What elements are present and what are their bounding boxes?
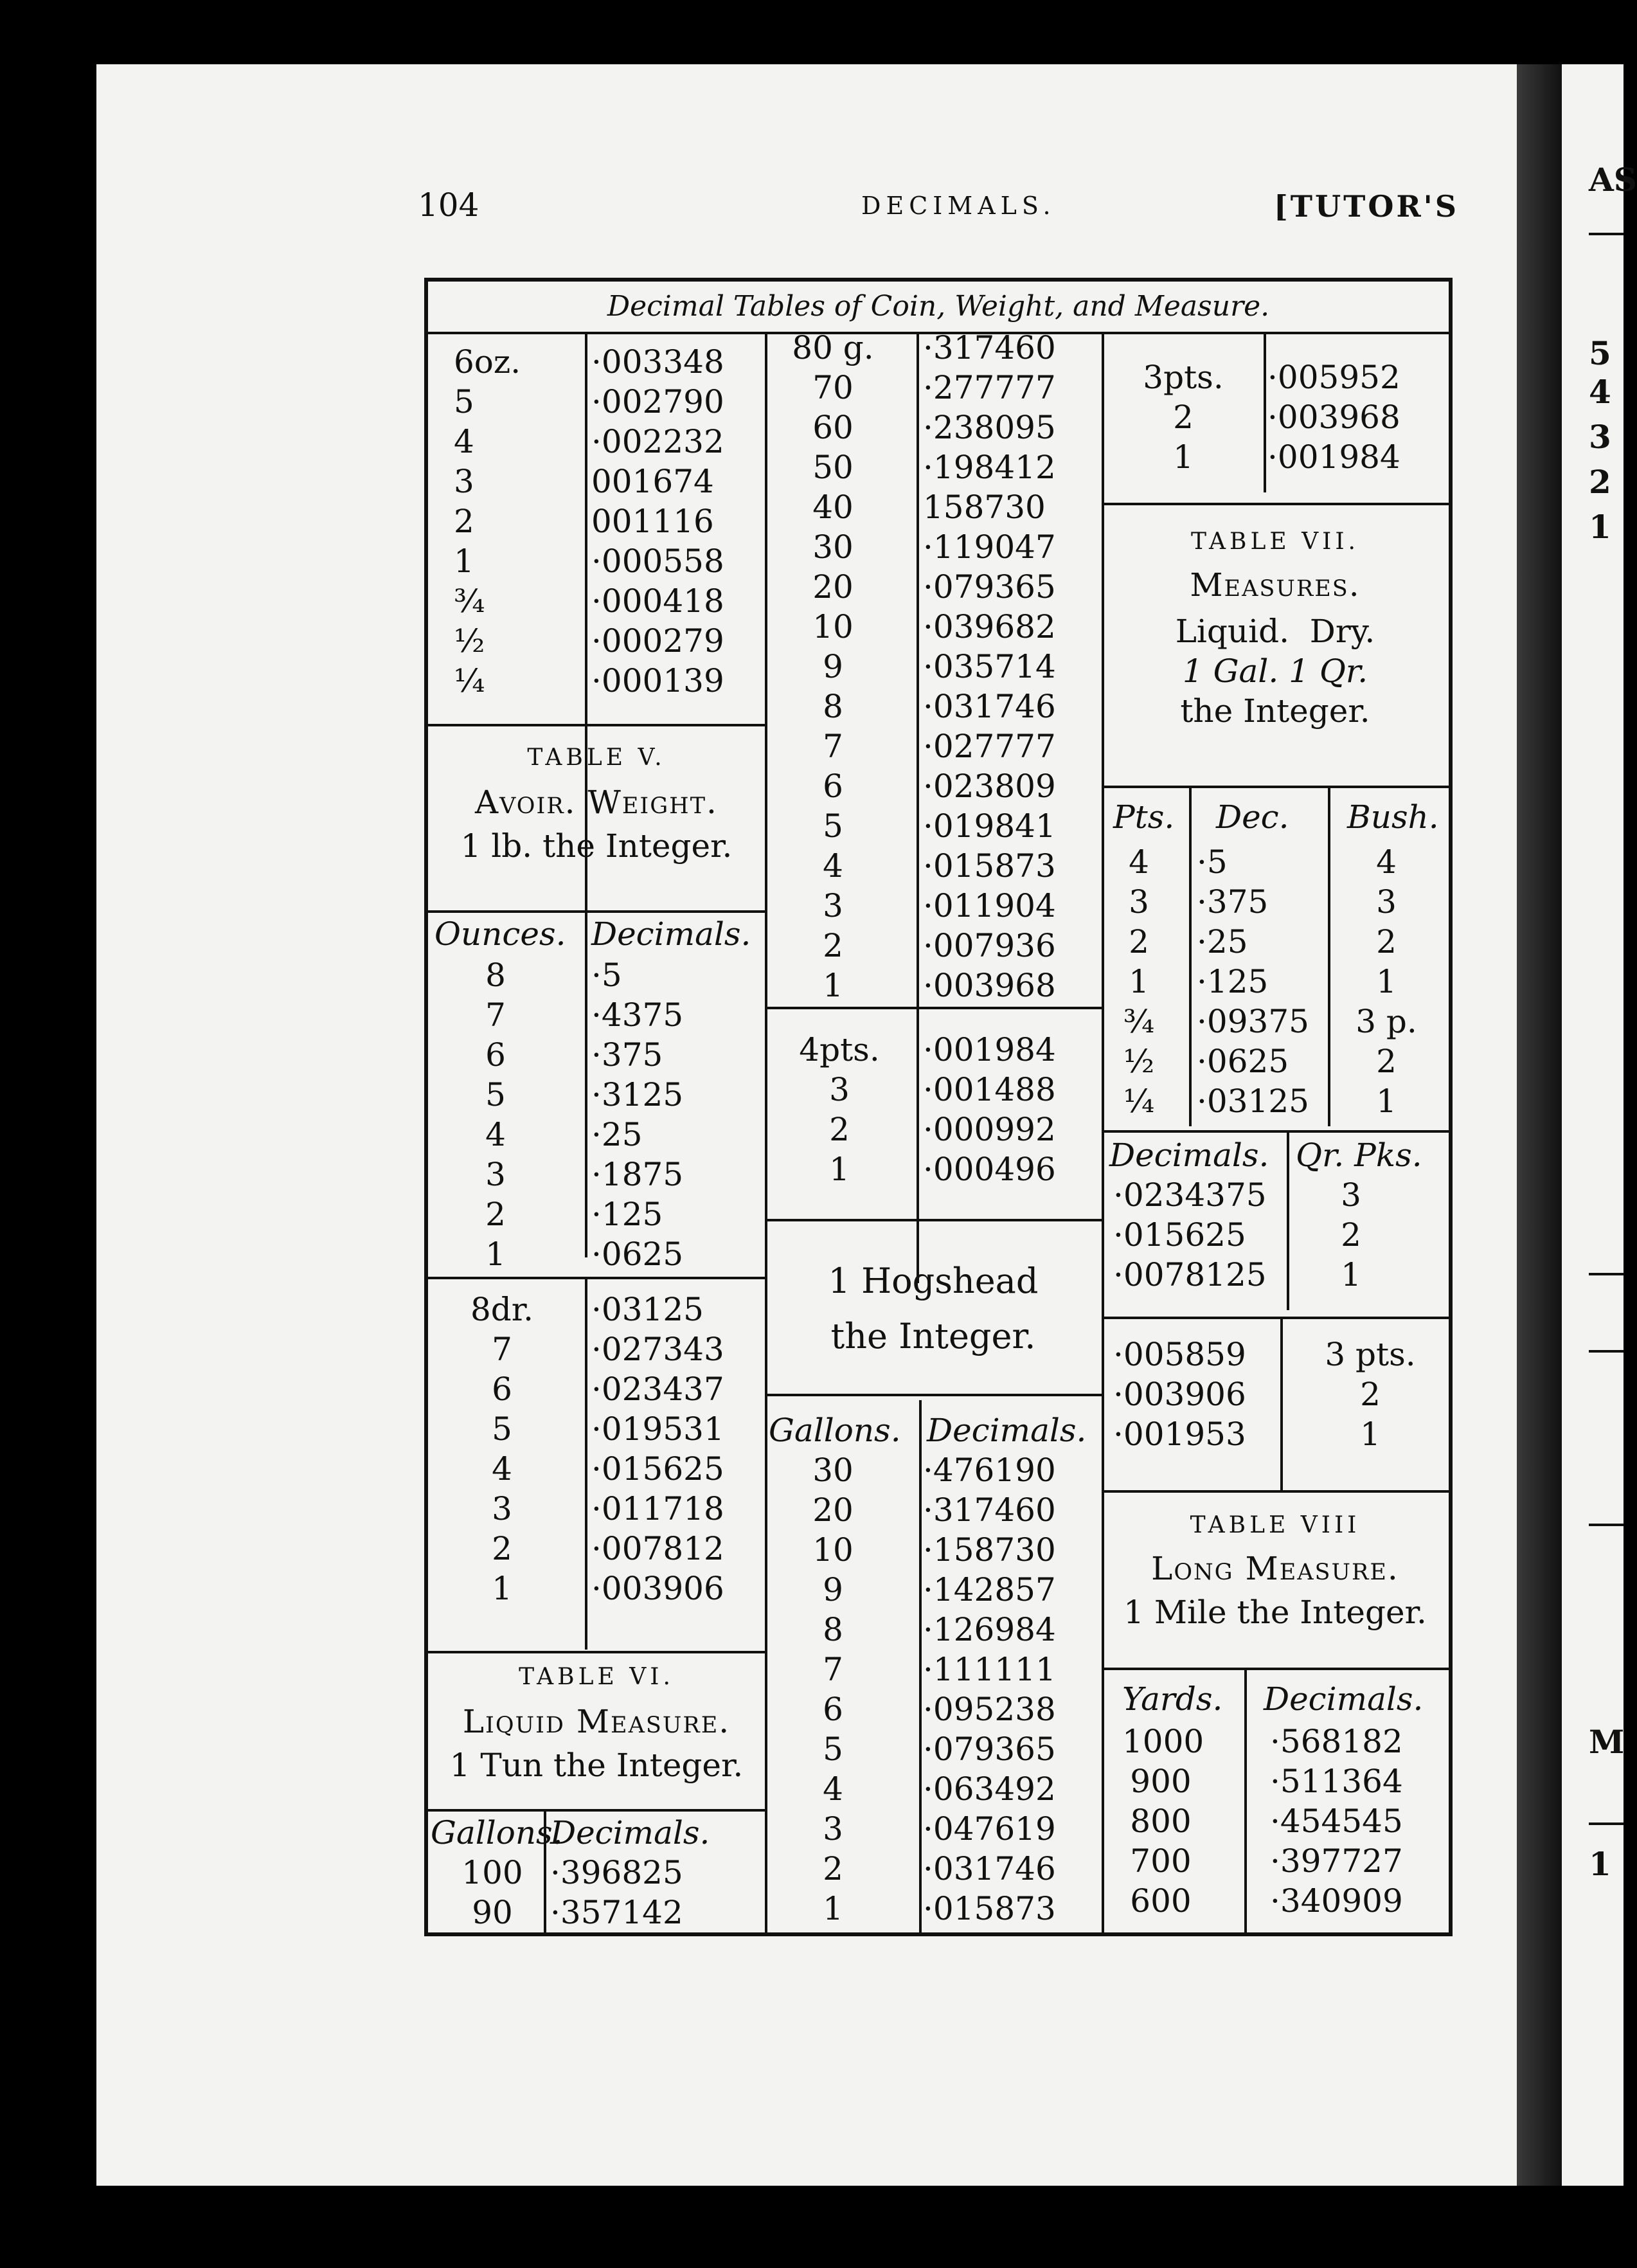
decimals-header: Decimals. <box>1109 1137 1269 1174</box>
table-cell: 7 <box>823 728 843 765</box>
running-head-right: [TUTOR'S <box>1274 189 1459 224</box>
table-cell: ·000992 <box>923 1111 1056 1148</box>
table-cell: ·005952 <box>1267 359 1400 396</box>
table-cell: 3 <box>829 1071 850 1108</box>
table-cell: 3 <box>823 1810 843 1848</box>
table-cell: ·198412 <box>923 449 1056 486</box>
table-cell: ·047619 <box>923 1810 1056 1848</box>
table-cell: 8dr. <box>470 1291 534 1328</box>
rule <box>428 1277 765 1279</box>
facing-page-fragment: 3 <box>1589 418 1611 456</box>
table-cell: ·238095 <box>923 409 1056 446</box>
table-cell: ·158730 <box>923 1531 1056 1569</box>
table-cell: 3 <box>1341 1176 1361 1214</box>
table5-subtitle: Avoir. Weight. <box>475 784 718 821</box>
rule <box>1102 1317 1449 1319</box>
yards-header: Yards. <box>1122 1680 1223 1718</box>
table-cell: 3 <box>1129 883 1149 921</box>
table-cell: ·019531 <box>591 1410 724 1448</box>
table-cell: ·023809 <box>923 768 1056 805</box>
inner-divider <box>1280 1317 1283 1490</box>
table-cell: 10 <box>812 608 854 645</box>
table-cell: ·454545 <box>1270 1803 1403 1840</box>
page-number: 104 <box>418 186 479 224</box>
table-cell: 90 <box>472 1894 513 1931</box>
facing-page-fragment: 5 <box>1589 334 1611 372</box>
table-cell: 1 <box>1376 963 1397 1000</box>
table-cell: ·4375 <box>591 996 684 1034</box>
pts-header: Pts. <box>1113 798 1175 836</box>
table-cell: 1000 <box>1122 1723 1204 1760</box>
table-cell: 8 <box>485 957 506 994</box>
table-cell: 6 <box>485 1036 506 1074</box>
table-cell: ·015873 <box>923 1890 1056 1927</box>
table-cell: ·019841 <box>923 807 1056 845</box>
table-cell: 6 <box>823 1691 843 1728</box>
table-cell: 6 <box>492 1371 512 1408</box>
rule <box>765 1219 1102 1221</box>
facing-page-fragment: M <box>1589 1723 1625 1761</box>
table-cell: ·397727 <box>1270 1842 1403 1880</box>
table-cell: ·0234375 <box>1113 1176 1267 1214</box>
table-cell: ·002790 <box>591 383 724 420</box>
rule <box>428 1809 765 1812</box>
table-cell: 4 <box>823 847 843 885</box>
table-cell: ·568182 <box>1270 1723 1403 1760</box>
table-cell: 2 <box>829 1111 850 1148</box>
table-cell: 2 <box>1376 1043 1397 1080</box>
table-cell: 20 <box>812 568 854 606</box>
table-cell: ·1875 <box>591 1156 684 1193</box>
table6-integer: 1 Tun the Integer. <box>449 1747 744 1784</box>
facing-page-rule <box>1589 1524 1624 1526</box>
rule <box>765 1394 1102 1396</box>
table-cell: ·3125 <box>591 1076 684 1113</box>
table-cell: ·03125 <box>591 1291 704 1328</box>
table-cell: 50 <box>812 449 854 486</box>
table-cell: ·5 <box>1197 843 1228 881</box>
inner-divider <box>919 1400 922 1932</box>
table-cell: ·000139 <box>591 662 724 699</box>
table-cell: ·001984 <box>923 1031 1056 1068</box>
table-cell: ·002232 <box>591 423 724 460</box>
table-cell: ·011718 <box>591 1490 724 1527</box>
inner-divider <box>1264 332 1266 492</box>
table-cell: ·03125 <box>1197 1083 1309 1120</box>
table-cell: 1 <box>492 1570 512 1607</box>
table-cell: ¼ <box>454 662 485 699</box>
table-cell: ¼ <box>1123 1083 1155 1120</box>
table-cell: ·125 <box>591 1196 663 1233</box>
table-cell: ·375 <box>591 1036 663 1074</box>
table-cell: ·5 <box>591 957 622 994</box>
table-cell: ·003906 <box>1113 1376 1246 1413</box>
table8-subtitle: Long Measure. <box>1151 1550 1399 1587</box>
table-cell: 1 <box>823 1890 843 1927</box>
table5-caption <box>428 744 765 865</box>
table-cell: 4 <box>454 423 474 460</box>
table-cell: 2 <box>1360 1376 1381 1413</box>
table-cell: ·039682 <box>923 608 1056 645</box>
table-cell: ·001488 <box>923 1071 1056 1108</box>
decimals-header: Decimals. <box>591 915 751 953</box>
table-cell: 5 <box>454 383 474 420</box>
table-cell: 1 <box>1376 1083 1397 1120</box>
table5-integer: 1 lb. the Integer. <box>460 827 733 865</box>
table-cell: ·001953 <box>1113 1416 1246 1453</box>
table-cell: ·357142 <box>550 1894 683 1931</box>
table-cell: ·119047 <box>923 528 1056 566</box>
table-cell: ·000418 <box>591 582 724 620</box>
table-cell: 158730 <box>923 489 1046 526</box>
decimals-header: Decimals. <box>550 1814 710 1851</box>
table-cell: 3pts. <box>1143 359 1224 396</box>
table-cell: 30 <box>812 528 854 566</box>
table-cell: 2 <box>823 927 843 964</box>
table-cell: ·001984 <box>1267 438 1400 476</box>
inner-divider <box>544 1809 546 1932</box>
gallons-header: Gallons. <box>431 1814 563 1851</box>
table-cell: ·031746 <box>923 688 1056 725</box>
inner-divider <box>585 1277 587 1650</box>
table-cell: 3 pts. <box>1325 1336 1416 1373</box>
inner-divider <box>917 332 919 1283</box>
facing-page-rule <box>1589 1350 1624 1353</box>
table-cell: 40 <box>812 489 854 526</box>
facing-page-fragment: 4 <box>1589 373 1611 411</box>
table-cell: 5 <box>485 1076 506 1113</box>
table-cell: ·125 <box>1197 963 1269 1000</box>
table-cell: ·000558 <box>591 543 724 580</box>
table-cell: 70 <box>812 369 854 406</box>
table-cell: 001116 <box>591 503 714 540</box>
rule <box>1102 1668 1449 1670</box>
rule <box>1102 1490 1449 1493</box>
table-cell: 9 <box>823 648 843 685</box>
inner-divider <box>1189 786 1192 1126</box>
hogshead-caption: 1 Hogshead the Integer. <box>828 1261 1039 1356</box>
table-cell: ·035714 <box>923 648 1056 685</box>
running-title: DECIMALS. <box>861 192 1056 220</box>
table-cell: 2 <box>454 503 474 540</box>
table-cell: 800 <box>1130 1803 1192 1840</box>
table-cell: 3 <box>823 887 843 924</box>
facing-page-rule <box>1589 233 1624 235</box>
table-cell: ·003906 <box>591 1570 724 1607</box>
table-cell: ·003968 <box>923 967 1056 1004</box>
table-cell: 1 <box>823 967 843 1004</box>
table8-title: TABLE VIII <box>1190 1512 1361 1538</box>
table-cell: 5 <box>823 1731 843 1768</box>
inner-divider <box>585 332 587 1000</box>
table-cell: 3 p. <box>1355 1003 1417 1040</box>
table-cell: 1 <box>454 543 474 580</box>
rule <box>1102 786 1449 788</box>
table-cell: 3 <box>454 463 474 500</box>
table-cell: 4 <box>1376 843 1397 881</box>
rule <box>428 724 765 726</box>
table-cell: ·0078125 <box>1113 1256 1267 1293</box>
table-cell: 6 <box>823 768 843 805</box>
running-head <box>418 186 1459 238</box>
gallons-header: Gallons. <box>769 1412 901 1449</box>
table-cell: ·375 <box>1197 883 1269 921</box>
book-spine <box>1517 64 1562 2186</box>
table-cell: 8 <box>823 688 843 725</box>
table-cell: ·095238 <box>923 1691 1056 1728</box>
table-cell: ·003968 <box>1267 399 1400 436</box>
facing-page-fragment: 2 <box>1589 463 1611 501</box>
table-cell: ·007812 <box>591 1530 724 1567</box>
table-cell: ·396825 <box>550 1854 683 1891</box>
table-cell: ·063492 <box>923 1770 1056 1808</box>
table-cell: ·000496 <box>923 1151 1056 1188</box>
table-cell: 60 <box>812 409 854 446</box>
dec-header: Dec. <box>1216 798 1289 836</box>
table-cell: 1 <box>1360 1416 1381 1453</box>
table7-line2: 1 Gal. 1 Qr. <box>1182 652 1368 690</box>
table-cell: 2 <box>1129 923 1149 960</box>
table-cell: ·511364 <box>1270 1763 1403 1800</box>
table-cell: ¾ <box>454 582 485 620</box>
table-cell: 2 <box>1341 1216 1361 1254</box>
table6-title: TABLE VI. <box>519 1664 674 1690</box>
table5-title: TABLE V. <box>527 744 666 771</box>
table-cell: ·015873 <box>923 847 1056 885</box>
table8-caption <box>1102 1512 1449 1631</box>
table-cell: 700 <box>1130 1842 1192 1880</box>
qr-pks-header: Qr. Pks. <box>1296 1137 1422 1174</box>
table-cell: ·015625 <box>1113 1216 1246 1254</box>
table7-line3: the Integer. <box>1180 692 1370 730</box>
table-cell: 100 <box>461 1854 523 1891</box>
table-cell: 2 <box>1173 399 1194 436</box>
table-cell: 4 <box>492 1450 512 1488</box>
rule <box>1102 1130 1449 1133</box>
table-cell: ·000279 <box>591 622 724 660</box>
inner-divider <box>585 910 587 1257</box>
table7-line1: Liquid. Dry. <box>1175 613 1375 650</box>
table-cell: ·126984 <box>923 1611 1056 1648</box>
table6-caption <box>428 1664 765 1784</box>
facing-page-fragment: AS <box>1589 161 1637 199</box>
facing-page-fragment: 1 <box>1589 508 1611 546</box>
table-cell: 2 <box>492 1530 512 1567</box>
table8-integer: 1 Mile the Integer. <box>1123 1594 1427 1631</box>
decimals-header: Decimals. <box>1264 1680 1424 1718</box>
table-cell: ·027777 <box>923 728 1056 765</box>
table-cell: ·031746 <box>923 1850 1056 1887</box>
column-divider <box>765 332 767 1932</box>
table-cell: 6oz. <box>454 343 521 381</box>
table-cell: 20 <box>812 1491 854 1529</box>
inner-divider <box>1244 1668 1247 1932</box>
table-cell: 2 <box>823 1850 843 1887</box>
table-cell: ·476190 <box>923 1452 1056 1489</box>
table-cell: ·25 <box>1197 923 1248 960</box>
rule <box>428 1651 765 1653</box>
table-cell: ·142857 <box>923 1571 1056 1608</box>
table-cell: 2 <box>1376 923 1397 960</box>
table7-caption <box>1102 528 1449 730</box>
facing-page-rule <box>1589 1823 1624 1825</box>
rule <box>1102 503 1449 505</box>
table-cell: 1 <box>1341 1256 1361 1293</box>
table-cell: 1 <box>829 1151 850 1188</box>
table-cell: ·0625 <box>1197 1043 1289 1080</box>
table-cell: ·007936 <box>923 927 1056 964</box>
table-cell: 3 <box>485 1156 506 1193</box>
table-cell: 1 <box>485 1236 506 1273</box>
decimals-header: Decimals. <box>927 1412 1087 1449</box>
table-cell: 30 <box>812 1452 854 1489</box>
table-cell: 3 <box>1376 883 1397 921</box>
table-cell: 1 <box>1129 963 1149 1000</box>
table-cell: ·317460 <box>923 329 1056 366</box>
table-cell: ·015625 <box>591 1450 724 1488</box>
table-cell: 4pts. <box>799 1031 880 1068</box>
table-cell: ·005859 <box>1113 1336 1246 1373</box>
table-cell: ½ <box>1123 1043 1155 1080</box>
table-cell: 4 <box>823 1770 843 1808</box>
table-cell: ·079365 <box>923 568 1056 606</box>
table-cell: 7 <box>485 996 506 1034</box>
table-cell: 3 <box>492 1490 512 1527</box>
table-cell: ¾ <box>1123 1003 1155 1040</box>
table-cell: ·027343 <box>591 1331 724 1368</box>
rule <box>428 910 765 913</box>
facing-page-fragment: 1 <box>1589 1845 1611 1883</box>
decimal-tables-frame <box>424 278 1453 1936</box>
table-cell: ·003348 <box>591 343 724 381</box>
bush-header: Bush. <box>1347 798 1439 836</box>
ounces-header: Ounces. <box>434 915 566 953</box>
facing-page <box>1562 64 1637 2186</box>
table-cell: 001674 <box>591 463 714 500</box>
table-cell: 7 <box>492 1331 512 1368</box>
table-cell: ·111111 <box>923 1651 1056 1688</box>
table-cell: ·079365 <box>923 1731 1056 1768</box>
table-cell: 10 <box>812 1531 854 1569</box>
table-title: Decimal Tables of Coin, Weight, and Measure. <box>428 282 1449 334</box>
table-cell: ·09375 <box>1197 1003 1309 1040</box>
table-cell: ·25 <box>591 1116 643 1153</box>
table-cell: 600 <box>1130 1882 1192 1920</box>
table-cell: ·277777 <box>923 369 1056 406</box>
table-cell: 9 <box>823 1571 843 1608</box>
table-cell: ·023437 <box>591 1371 724 1408</box>
table-cell: 5 <box>823 807 843 845</box>
table-cell: 80 g. <box>792 329 874 366</box>
table6-subtitle: Liquid Measure. <box>462 1703 731 1740</box>
table-cell: 2 <box>485 1196 506 1233</box>
table-cell: ·340909 <box>1270 1882 1403 1920</box>
table-cell: 4 <box>1129 843 1149 881</box>
table-cell: 5 <box>492 1410 512 1448</box>
facing-page-rule <box>1589 1273 1624 1275</box>
table-cell: ·0625 <box>591 1236 684 1273</box>
table-cell: 7 <box>823 1651 843 1688</box>
table7-title: TABLE VII. <box>1190 528 1359 555</box>
table-cell: ½ <box>454 622 485 660</box>
table-cell: 4 <box>485 1116 506 1153</box>
table-cell: ·011904 <box>923 887 1056 924</box>
table-cell: ·317460 <box>923 1491 1056 1529</box>
rule <box>765 1007 1102 1009</box>
table7-subtitle: Measures. <box>1190 566 1361 604</box>
table-cell: 1 <box>1173 438 1194 476</box>
table-cell: 900 <box>1130 1763 1192 1800</box>
table-cell: 8 <box>823 1611 843 1648</box>
